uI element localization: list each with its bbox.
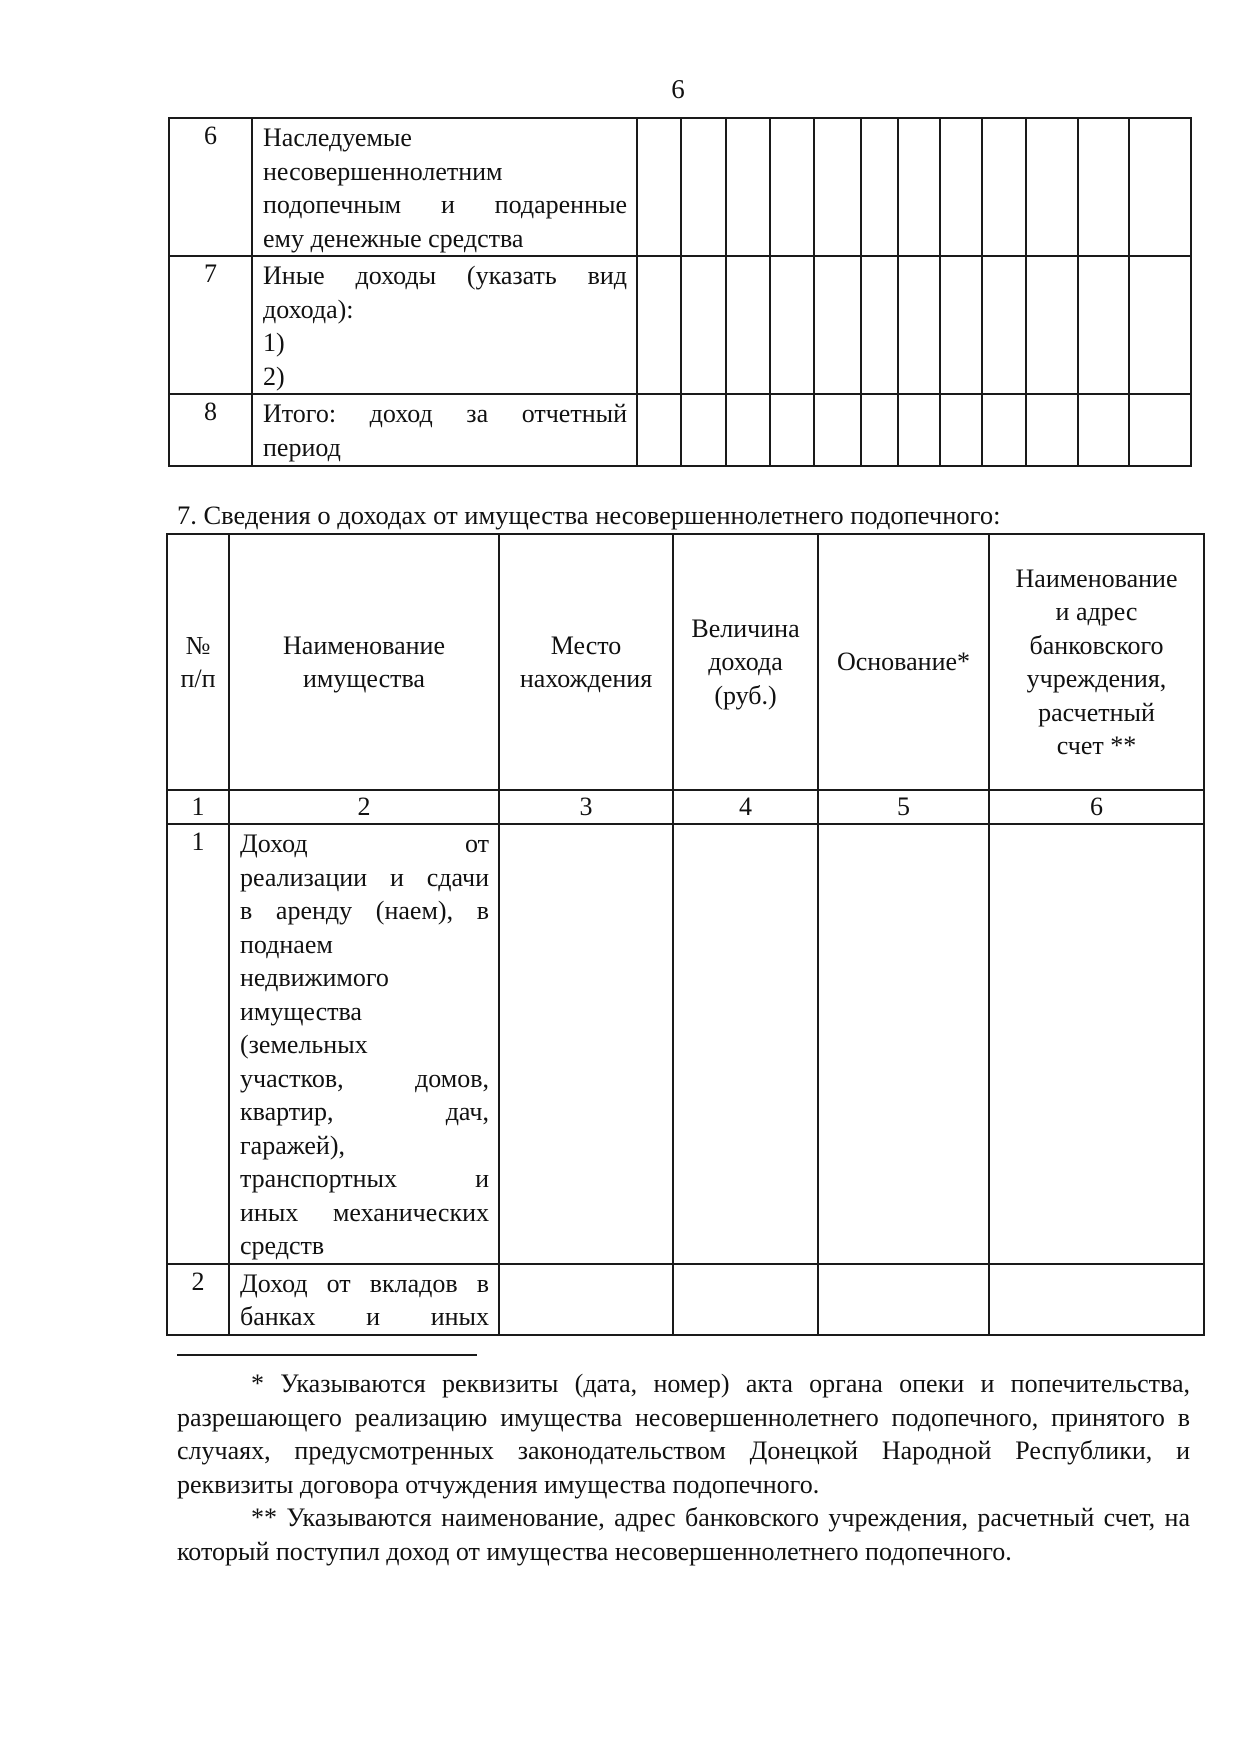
column-number: 4	[673, 790, 818, 824]
data-cell[interactable]	[818, 1264, 989, 1335]
data-cell[interactable]	[726, 394, 770, 466]
data-cell[interactable]	[814, 118, 861, 256]
data-cell[interactable]	[770, 118, 814, 256]
data-cell[interactable]	[982, 118, 1026, 256]
column-number: 6	[989, 790, 1204, 824]
column-number: 5	[818, 790, 989, 824]
data-cell[interactable]	[673, 824, 818, 1264]
data-cell[interactable]	[637, 256, 681, 394]
footnote-separator	[177, 1354, 477, 1356]
data-cell[interactable]	[1026, 256, 1078, 394]
page-number: 6	[671, 74, 685, 104]
data-cell[interactable]	[1129, 118, 1191, 256]
data-cell[interactable]	[898, 118, 940, 256]
header-property-name: Наименование имущества	[229, 534, 499, 790]
data-cell[interactable]	[989, 1264, 1204, 1335]
data-cell[interactable]	[637, 394, 681, 466]
footnote-bank-account: ** Указываются наименование, адрес банковского учреждения, расчетный счет, на который поступил доход от имущества несовершеннолетнего подопечного.	[177, 1503, 1190, 1566]
row-label: Наследуемые несовершеннолетним подопечным и подаренные ему денежные средства	[252, 118, 637, 256]
footnotes	[177, 1367, 1190, 1568]
table-row	[169, 118, 1191, 256]
data-cell[interactable]	[940, 256, 982, 394]
table-row	[169, 256, 1191, 394]
data-cell[interactable]	[1078, 256, 1129, 394]
column-number: 2	[229, 790, 499, 824]
row-number: 7	[169, 256, 252, 394]
data-cell[interactable]	[770, 394, 814, 466]
data-cell[interactable]	[940, 118, 982, 256]
header-basis: Основание*	[818, 534, 989, 790]
data-cell[interactable]	[898, 256, 940, 394]
data-cell[interactable]	[1078, 394, 1129, 466]
data-cell[interactable]	[1078, 118, 1129, 256]
data-cell[interactable]	[818, 824, 989, 1264]
table-row-total	[169, 394, 1191, 466]
data-cell[interactable]	[726, 118, 770, 256]
data-cell[interactable]	[1026, 118, 1078, 256]
column-number: 3	[499, 790, 673, 824]
data-cell[interactable]	[861, 394, 898, 466]
row-label: Доход от реализации и сдачи в аренду (наем), в поднаем недвижимого имущества (земельных участков, домов, квартир, дач, гаражей), транспортных и иных механических средств	[229, 824, 499, 1264]
data-cell[interactable]	[1129, 394, 1191, 466]
data-cell[interactable]	[1129, 256, 1191, 394]
data-cell[interactable]	[861, 256, 898, 394]
header-number: № п/п	[167, 534, 229, 790]
data-cell[interactable]	[499, 1264, 673, 1335]
data-cell[interactable]	[898, 394, 940, 466]
data-cell[interactable]	[681, 118, 726, 256]
data-cell[interactable]	[499, 824, 673, 1264]
data-cell[interactable]	[770, 256, 814, 394]
table-header-row	[167, 534, 1204, 790]
row-label: Итого: доход за отчетный период	[252, 394, 637, 466]
data-cell[interactable]	[982, 394, 1026, 466]
header-income-amount: Величина дохода (руб.)	[673, 534, 818, 790]
data-cell[interactable]	[637, 118, 681, 256]
column-number: 1	[167, 790, 229, 824]
row-number: 2	[167, 1264, 229, 1335]
data-cell[interactable]	[673, 1264, 818, 1335]
column-number-row	[167, 790, 1204, 824]
property-income-table	[166, 533, 1205, 1336]
data-cell[interactable]	[814, 394, 861, 466]
row-label: Иные доходы (указать вид дохода): 1) 2)	[252, 256, 637, 394]
data-cell[interactable]	[726, 256, 770, 394]
table-row	[167, 824, 1204, 1264]
data-cell[interactable]	[940, 394, 982, 466]
footnote-basis: * Указываются реквизиты (дата, номер) акта органа опеки и попечительства, разрешающего реализацию имущества несовершеннолетнего подопечного, принятого в случаях, предусмотренных законодательством Донецкой Народной Республики, и реквизиты договора отчуждения имущества подопечного.	[177, 1369, 1190, 1499]
table-row	[167, 1264, 1204, 1335]
row-label: Доход от вкладов в банках и иных	[229, 1264, 499, 1335]
data-cell[interactable]	[861, 118, 898, 256]
data-cell[interactable]	[1026, 394, 1078, 466]
header-location: Место нахождения	[499, 534, 673, 790]
header-bank-account: Наименование и адрес банковского учреждения, расчетный счет **	[989, 534, 1204, 790]
data-cell[interactable]	[681, 394, 726, 466]
data-cell[interactable]	[982, 256, 1026, 394]
row-number: 8	[169, 394, 252, 466]
section-title: 7. Сведения о доходах от имущества несовершеннолетнего подопечного:	[177, 500, 1001, 530]
income-table	[168, 117, 1192, 467]
data-cell[interactable]	[989, 824, 1204, 1264]
row-number: 1	[167, 824, 229, 1264]
row-number: 6	[169, 118, 252, 256]
data-cell[interactable]	[814, 256, 861, 394]
data-cell[interactable]	[681, 256, 726, 394]
